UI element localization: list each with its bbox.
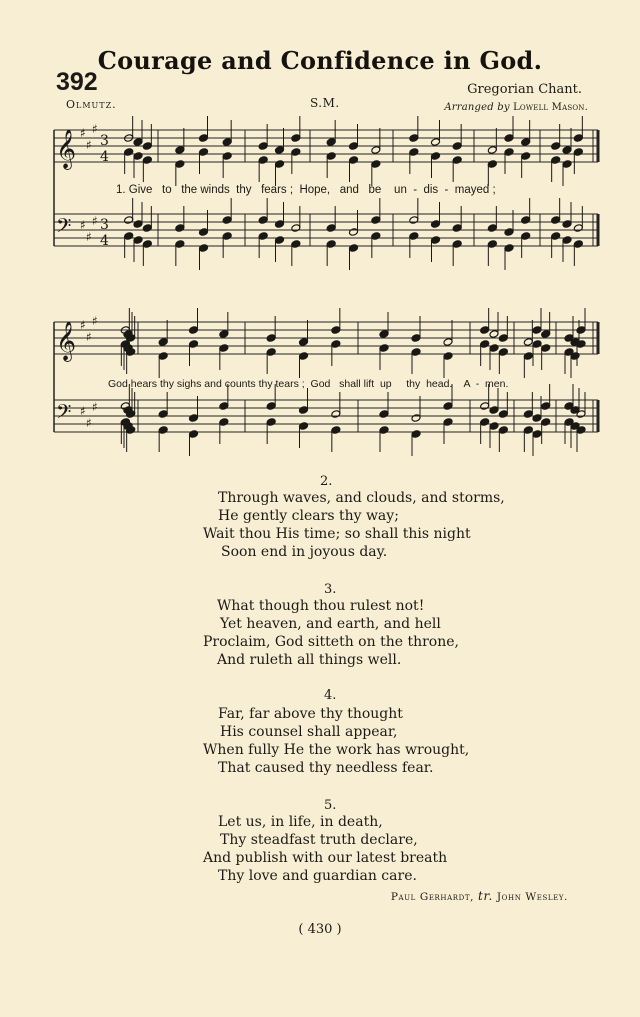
note-head xyxy=(452,240,462,249)
note-head xyxy=(275,146,285,155)
note-head xyxy=(133,152,143,161)
hymn-number: 392 xyxy=(56,68,98,96)
meter: S.M. xyxy=(310,96,340,110)
time-signature-bottom: 4 xyxy=(100,233,109,249)
note-head xyxy=(379,426,389,435)
note-head xyxy=(532,430,542,439)
treble-clef-icon: 𝄞 xyxy=(56,129,77,169)
note-head xyxy=(371,146,381,155)
note-head xyxy=(443,352,453,361)
note-head xyxy=(331,340,341,349)
note-head xyxy=(379,330,389,339)
note-head xyxy=(124,216,134,225)
note-head xyxy=(275,160,285,169)
note-head xyxy=(199,244,209,253)
note-head xyxy=(480,402,490,411)
note-head xyxy=(158,410,168,419)
note-head xyxy=(498,334,508,343)
note-head xyxy=(573,224,583,233)
sharp-icon: ♯ xyxy=(80,218,86,232)
note-head xyxy=(275,236,285,245)
note-head xyxy=(158,352,168,361)
note-head xyxy=(326,224,336,233)
note-head xyxy=(291,134,301,143)
note-head xyxy=(199,148,209,157)
note-head xyxy=(275,220,285,229)
note-head xyxy=(189,340,199,349)
note-head xyxy=(431,220,441,229)
bass-clef-icon: 𝄢 xyxy=(56,214,72,242)
verse-line: His counsel shall appear, xyxy=(220,724,398,740)
note-head xyxy=(532,414,542,423)
note-head xyxy=(551,232,561,241)
note-head xyxy=(219,418,229,427)
note-head xyxy=(258,142,268,151)
note-head xyxy=(532,340,542,349)
sharp-icon: ♯ xyxy=(86,138,92,152)
note-head xyxy=(573,134,583,143)
verse-number: 4. xyxy=(324,688,337,703)
note-head xyxy=(124,148,134,157)
note-head xyxy=(291,148,301,157)
note-head xyxy=(175,224,185,233)
note-head xyxy=(562,160,572,169)
sharp-icon: ♯ xyxy=(80,126,86,140)
note-head xyxy=(431,138,441,147)
note-head xyxy=(562,236,572,245)
note-head xyxy=(541,344,551,353)
note-head xyxy=(532,326,542,335)
verse-line: Through waves, and clouds, and storms, xyxy=(218,490,505,506)
note-head xyxy=(487,224,497,233)
translator-name: John Wesley. xyxy=(496,891,568,903)
page-number: ( 430 ) xyxy=(298,922,342,937)
note-head xyxy=(266,334,276,343)
note-head xyxy=(158,426,168,435)
note-head xyxy=(562,146,572,155)
note-head xyxy=(331,410,341,419)
note-head xyxy=(431,236,441,245)
tune-name: Olmutz. xyxy=(66,98,117,111)
note-head xyxy=(487,160,497,169)
note-head xyxy=(541,418,551,427)
note-head xyxy=(480,326,490,335)
lyrics-text-2: God hears thy sighs and counts thy tears ; God shall lift up thy head. A - men. xyxy=(108,378,509,390)
note-head xyxy=(326,240,336,249)
note-head xyxy=(331,426,341,435)
verse-line: What though thou rulest not! xyxy=(217,598,425,614)
note-head xyxy=(443,418,453,427)
note-head xyxy=(523,426,533,435)
note-head xyxy=(523,338,533,347)
note-head xyxy=(498,426,508,435)
note-head xyxy=(142,240,152,249)
note-head xyxy=(189,326,199,335)
note-head xyxy=(452,156,462,165)
note-head xyxy=(219,344,229,353)
note-head xyxy=(498,348,508,357)
note-head xyxy=(452,224,462,233)
note-head xyxy=(142,142,152,151)
verse-line: And ruleth all things well. xyxy=(217,652,402,668)
note-head xyxy=(523,352,533,361)
note-head xyxy=(266,418,276,427)
translator-prefix: tr. xyxy=(478,889,493,903)
lyrics-line-2 xyxy=(108,378,598,390)
note-head xyxy=(521,138,531,147)
time-signature-top: 3 xyxy=(100,133,109,149)
note-head xyxy=(411,348,421,357)
verse-number: 5. xyxy=(324,798,337,813)
note-head xyxy=(189,430,199,439)
note-head xyxy=(371,232,381,241)
note-head xyxy=(551,216,561,225)
note-head xyxy=(189,414,199,423)
note-head xyxy=(409,148,419,157)
lyrics-line-1 xyxy=(116,184,596,196)
note-head xyxy=(480,340,490,349)
note-head xyxy=(480,418,490,427)
note-head xyxy=(158,338,168,347)
note-head xyxy=(504,148,514,157)
sharp-icon: ♯ xyxy=(92,214,98,228)
note-head xyxy=(326,138,336,147)
verse-line: Thy love and guardian care. xyxy=(218,868,417,884)
sharp-icon: ♯ xyxy=(86,230,92,244)
verse-line: When fully He the work has wrought, xyxy=(203,742,470,758)
note-head xyxy=(222,216,232,225)
time-signature-bottom: 4 xyxy=(100,149,109,165)
note-head xyxy=(409,216,419,225)
note-head xyxy=(489,406,499,415)
note-head xyxy=(551,142,561,151)
note-head xyxy=(379,344,389,353)
note-head xyxy=(504,244,514,253)
note-head xyxy=(551,156,561,165)
time-signature-top: 3 xyxy=(100,217,109,233)
note-head xyxy=(541,402,551,411)
lyrics-text-1: 1. Give to the winds thy fears ; Hope, and be un - dis - mayed ; xyxy=(116,184,496,196)
note-head xyxy=(331,326,341,335)
note-head xyxy=(371,160,381,169)
note-head xyxy=(411,414,421,423)
note-head xyxy=(133,220,143,229)
note-head xyxy=(521,152,531,161)
note-head xyxy=(258,156,268,165)
note-head xyxy=(349,156,359,165)
verse-line: Wait thou His time; so shall this night xyxy=(203,526,471,542)
hymn-title: Courage and Confidence in God. xyxy=(97,46,543,75)
note-head xyxy=(175,160,185,169)
note-head xyxy=(199,228,209,237)
note-head xyxy=(379,410,389,419)
note-head xyxy=(409,232,419,241)
note-head xyxy=(142,156,152,165)
note-head xyxy=(489,330,499,339)
note-head xyxy=(562,220,572,229)
sharp-icon: ♯ xyxy=(86,416,92,430)
note-head xyxy=(521,232,531,241)
note-head xyxy=(521,216,531,225)
verse-number: 3. xyxy=(324,582,337,597)
treble-clef-icon: 𝄞 xyxy=(56,321,77,361)
note-head xyxy=(133,138,143,147)
note-head xyxy=(498,410,508,419)
verse-line: And publish with our latest breath xyxy=(203,850,448,866)
note-head xyxy=(175,146,185,155)
note-head xyxy=(487,146,497,155)
note-head xyxy=(573,240,583,249)
note-head xyxy=(133,236,143,245)
note-head xyxy=(299,422,309,431)
note-head xyxy=(124,232,134,241)
note-head xyxy=(504,134,514,143)
note-head xyxy=(349,228,359,237)
verse-line: That caused thy needless fear. xyxy=(218,760,434,776)
note-head xyxy=(411,430,421,439)
verse-line: Far, far above thy thought xyxy=(218,706,403,722)
sharp-icon: ♯ xyxy=(92,400,98,414)
verse-line: Thy steadfast truth declare, xyxy=(220,832,418,848)
note-head xyxy=(222,138,232,147)
note-head xyxy=(299,352,309,361)
note-head xyxy=(452,142,462,151)
note-head xyxy=(443,338,453,347)
note-head xyxy=(258,232,268,241)
note-head xyxy=(222,232,232,241)
author-credit xyxy=(391,889,568,903)
note-head xyxy=(219,330,229,339)
note-head xyxy=(142,224,152,233)
music-score xyxy=(0,0,640,470)
sharp-icon: ♯ xyxy=(86,330,92,344)
sharp-icon: ♯ xyxy=(92,122,98,136)
arranged-prefix: Arranged by xyxy=(444,102,510,113)
note-head xyxy=(175,240,185,249)
note-head xyxy=(489,344,499,353)
note-head xyxy=(291,224,301,233)
note-head xyxy=(326,152,336,161)
note-head xyxy=(541,330,551,339)
verse-line: Yet heaven, and earth, and hell xyxy=(220,616,441,632)
note-head xyxy=(219,402,229,411)
note-head xyxy=(266,402,276,411)
bass-clef-icon: 𝄢 xyxy=(56,400,72,428)
note-head xyxy=(431,152,441,161)
note-head xyxy=(291,240,301,249)
note-head xyxy=(443,402,453,411)
note-head xyxy=(199,134,209,143)
author-name: Paul Gerhardt, xyxy=(390,891,475,903)
note-head xyxy=(299,406,309,415)
verse-line: Soon end in joyous day. xyxy=(221,544,388,560)
tune-source: Gregorian Chant. xyxy=(467,82,582,97)
arranger-name: Lowell Mason. xyxy=(513,102,588,113)
sharp-icon: ♯ xyxy=(80,404,86,418)
verse-line: Proclaim, God sitteth on the throne, xyxy=(203,634,459,650)
note-head xyxy=(299,338,309,347)
note-head xyxy=(258,216,268,225)
verse-line: Let us, in life, in death, xyxy=(218,814,383,830)
sharp-icon: ♯ xyxy=(92,314,98,328)
note-head xyxy=(222,152,232,161)
verse-line: He gently clears thy way; xyxy=(218,508,399,524)
note-head xyxy=(487,240,497,249)
note-head xyxy=(349,142,359,151)
sharp-icon: ♯ xyxy=(80,318,86,332)
note-head xyxy=(489,422,499,431)
note-head xyxy=(411,334,421,343)
note-head xyxy=(349,244,359,253)
note-head xyxy=(576,326,586,335)
note-head xyxy=(523,410,533,419)
note-head xyxy=(504,228,514,237)
note-head xyxy=(573,148,583,157)
note-head xyxy=(371,216,381,225)
note-head xyxy=(409,134,419,143)
note-head xyxy=(266,348,276,357)
verse-number: 2. xyxy=(320,474,333,489)
